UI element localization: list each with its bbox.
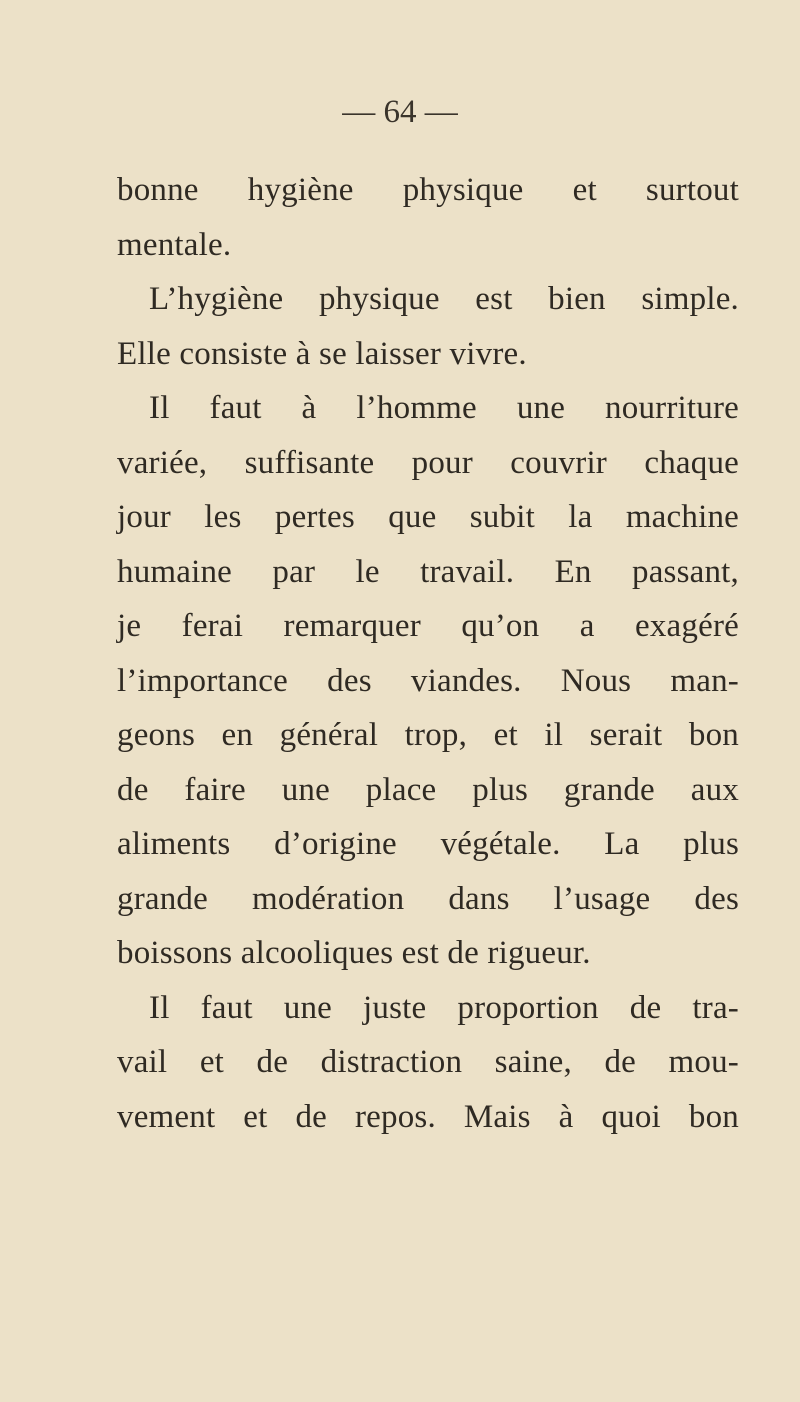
page-number: — 64 — <box>342 94 458 130</box>
text-line <box>117 1090 739 1145</box>
text-line <box>117 926 739 981</box>
text-line <box>117 763 739 818</box>
text-line-content: bonne hygiène physique et surtout <box>117 172 739 208</box>
text-line-content: humaine par le travail. En passant, <box>117 553 739 590</box>
text-line-content: l’importance des viandes. Nous man- <box>117 662 739 699</box>
text-line-content: variée, suffisante pour couvrir chaque <box>117 444 739 481</box>
text-line <box>117 327 739 382</box>
text-line-content: Il faut une juste proportion de tra- <box>149 989 739 1026</box>
text-line-content: geons en général trop, et il serait bon <box>117 717 739 753</box>
text-line-content: grande modération dans l’usage des <box>117 880 739 917</box>
text-line-content: L’hygiène physique est bien simple. <box>149 281 739 317</box>
text-line-content: Elle consiste à se laisser vivre. <box>117 335 527 372</box>
text-line-content: mentale. <box>117 226 232 263</box>
text-line-content: de faire une place plus grande aux <box>117 771 739 808</box>
text-line <box>117 654 739 709</box>
text-line-content: jour les pertes que subit la machine <box>117 499 739 535</box>
text-line <box>117 981 739 1036</box>
text-line <box>117 272 739 327</box>
body-text <box>117 163 739 1144</box>
text-line <box>117 1035 739 1090</box>
text-line-content: je ferai remarquer qu’on a exagéré <box>117 608 739 644</box>
text-line <box>117 218 739 273</box>
text-line <box>117 872 739 927</box>
text-line-content: Il faut à l’homme une nourriture <box>149 390 739 426</box>
text-line-content: boissons alcooliques est de rigueur. <box>117 935 591 971</box>
text-line <box>117 436 739 491</box>
text-line <box>117 708 739 763</box>
text-line-content: aliments d’origine végétale. La plus <box>117 826 739 862</box>
text-line <box>117 817 739 872</box>
text-line-content: vail et de distraction saine, de mou- <box>117 1044 739 1080</box>
text-line <box>117 490 739 545</box>
text-line <box>117 599 739 654</box>
text-line <box>117 545 739 600</box>
text-line-content: vement et de repos. Mais à quoi bon <box>117 1098 739 1135</box>
text-line <box>117 163 739 218</box>
text-line <box>117 381 739 436</box>
